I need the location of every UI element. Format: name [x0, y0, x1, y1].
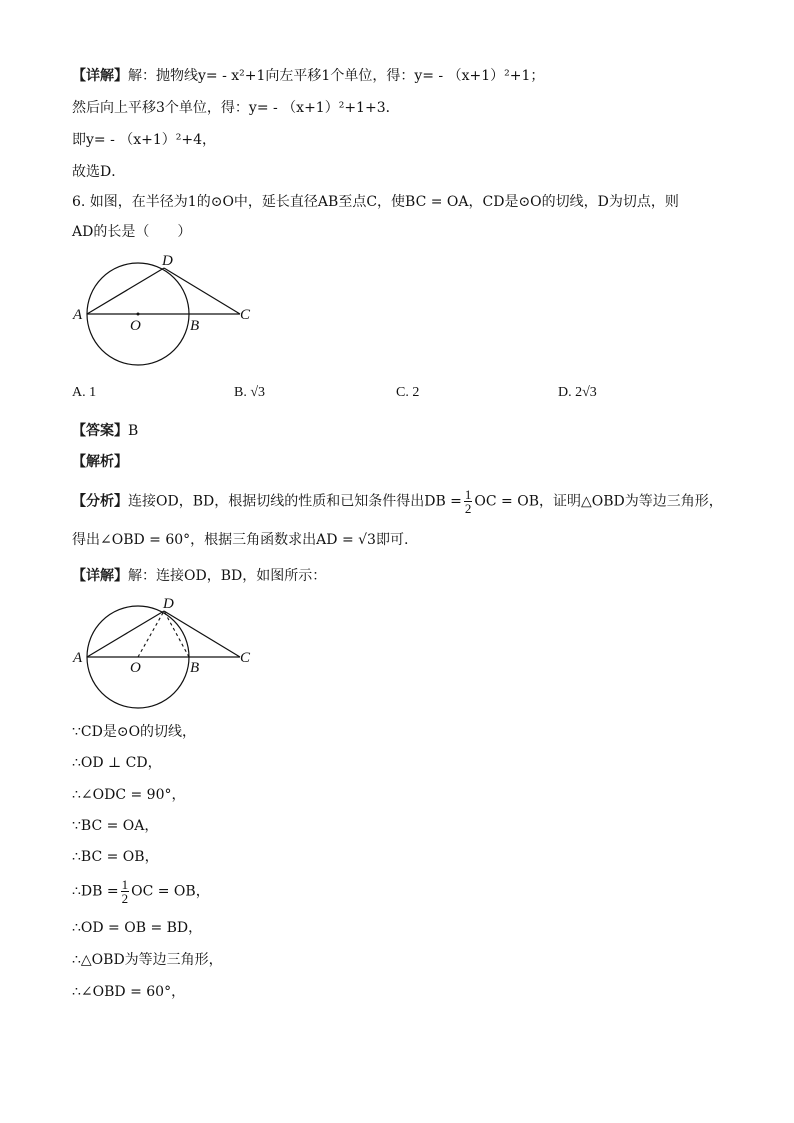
step-5: ∴BC = OB， — [72, 849, 159, 865]
fenxi-text-1: 连接OD，BD，根据切线的性质和已知条件得出DB = — [128, 493, 462, 510]
question-6-line-2: AD的长是（ ） — [72, 224, 192, 240]
fraction-denominator-2: 2 — [121, 891, 129, 906]
option-b: B. √3 — [234, 385, 266, 400]
fenxi-text-2: OC = OB，证明△OBD为等边三角形， — [474, 493, 723, 510]
fenxi-line-2: 得出∠OBD = 60°，根据三角函数求出AD = √3即可. — [72, 532, 409, 548]
fraction-numerator-2: 1 — [121, 877, 129, 892]
step-4: ∵BC = OA， — [72, 818, 159, 834]
step-8: ∴△OBD为等边三角形， — [72, 952, 223, 968]
fraction-denominator: 2 — [464, 501, 472, 516]
label-c: C — [240, 307, 251, 323]
step-6-pre: ∴DB = — [72, 883, 119, 900]
segment-ad-2 — [87, 611, 164, 657]
label-c-2: C — [240, 650, 251, 666]
fraction-half-2 — [121, 878, 130, 905]
fraction-numerator: 1 — [464, 487, 472, 502]
prev-solution-line-3: 即y= - （x+1）²+4， — [72, 132, 217, 148]
step-7: ∴OD = OB = BD， — [72, 920, 203, 936]
step-1: ∵CD是⊙O的切线， — [72, 724, 197, 740]
segment-ad — [87, 268, 164, 314]
fraction-half — [464, 488, 473, 515]
detail-text: 解：连接OD，BD，如图所示： — [128, 568, 327, 584]
label-b-2: B — [190, 660, 200, 676]
detail-label: 【详解】 — [72, 68, 128, 84]
analysis-label: 【解析】 — [72, 454, 128, 470]
analysis-line — [72, 452, 128, 472]
step-3: ∴∠ODC = 90°， — [72, 787, 186, 803]
label-o-2: O — [130, 660, 141, 676]
fenxi-line-1 — [72, 488, 723, 515]
segment-od-dashed — [138, 611, 164, 657]
label-a: A — [73, 307, 83, 323]
geometry-figure-1 — [68, 246, 268, 376]
step-9: ∴∠OBD = 60°， — [72, 984, 186, 1000]
fenxi-label: 【分析】 — [72, 493, 128, 510]
answer-label: 【答案】 — [72, 423, 128, 439]
question-6-line-1: 6. 如图，在半径为1的⊙O中，延长直径AB至点C，使BC = OA，CD是⊙O的切线，D为切点，则 — [72, 194, 679, 210]
option-a: A. 1 — [72, 385, 97, 400]
label-d-2: D — [163, 596, 174, 612]
prev-solution-line-2: 然后向上平移3个单位，得：y= - （x+1）²+1+3． — [72, 100, 400, 116]
prev-solution-text-1: 解：抛物线y= - x²+1向左平移1个单位，得：y= - （x+1）²+1； — [128, 68, 545, 84]
step-6 — [72, 878, 210, 905]
prev-solution-line-1 — [72, 66, 544, 86]
label-o: O — [130, 318, 141, 334]
option-c: C. 2 — [396, 385, 420, 400]
label-a-2: A — [73, 650, 83, 666]
point-o — [137, 313, 140, 316]
segment-dc — [164, 268, 240, 314]
detail-line — [72, 566, 326, 586]
prev-solution-line-4: 故选D． — [72, 164, 126, 180]
segment-dc-2 — [164, 611, 240, 657]
option-d: D. 2√3 — [558, 385, 597, 400]
answer-line — [72, 421, 138, 441]
geometry-figure-2 — [68, 592, 268, 712]
step-6-post: OC = OB， — [131, 883, 210, 900]
answer-value: B — [128, 423, 139, 439]
step-2: ∴OD ⊥ CD， — [72, 755, 162, 771]
detail-label-2: 【详解】 — [72, 568, 128, 584]
label-d: D — [162, 253, 173, 269]
label-b: B — [190, 318, 200, 334]
